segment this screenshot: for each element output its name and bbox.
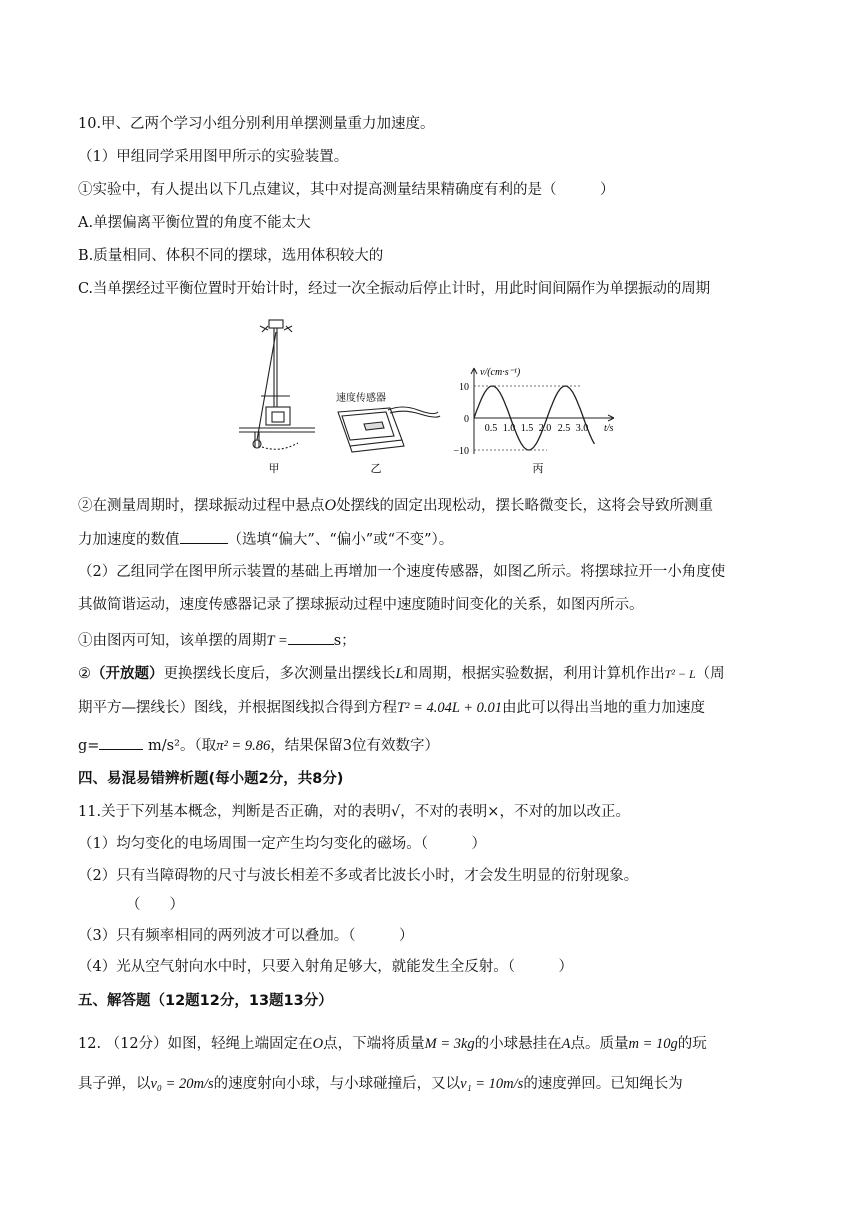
vt-ytick-10: 10: [459, 382, 469, 393]
q10-part1-q2-line2: 力加速度的数值 （选填“偏大”、“偏小”或“不变”）。: [78, 529, 453, 550]
section-4-title: 四、易混易错辨析题(每小题2分，共8分): [78, 771, 344, 787]
vt-xtick: 1.5: [520, 423, 534, 434]
q10-part2-q2-line1: ②（开放题）更换摆线长度后，多次测量出摆线长L和周期，根据实验数据，利用计算机作出T² − L（周: [78, 665, 725, 682]
vt-xlabel: t/s: [604, 423, 614, 434]
figure-label-yi: 乙: [370, 463, 382, 475]
q11-item-3: （3）只有频率相同的两列波才可以叠加。（ ）: [78, 928, 414, 944]
answer-blank-period[interactable]: [288, 630, 334, 645]
vt-xtick: 2.5: [557, 423, 571, 434]
q10-part2-line2: 其做简谐运动，速度传感器记录了摆球振动过程中速度随时间变化的关系，如图丙所示。: [78, 597, 644, 613]
q11-item-2: （2）只有当障碍物的尺寸与波长相差不多或者比波长小时，才会发生明显的衍射现象。: [78, 868, 639, 884]
open-question-tag: （开放题）: [91, 665, 164, 682]
q10-option-b: B.质量相同、体积不同的摆球，选用体积较大的: [78, 248, 384, 264]
q10-part2-line1: （2）乙组同学在图甲所示装置的基础上再增加一个速度传感器，如图乙所示。将摆球拉开一小角度使: [78, 564, 726, 580]
vt-ytick-neg10: −10: [453, 446, 469, 457]
q10-part2-q2-line3: g= m/s²。（取π² = 9.86，结果保留3位有效数字）: [78, 735, 439, 756]
vt-ytick-0: 0: [464, 414, 469, 425]
answer-blank-g-error[interactable]: [180, 529, 228, 544]
figure-label-bing: 丙: [532, 463, 544, 475]
figure-jia-apparatus: [239, 320, 315, 449]
q10-part2-q2-line2: 期平方—摆线长）图线，并根据图线拟合得到方程T² = 4.04L + 0.01由此可以得出当地的重力加速度: [78, 700, 706, 716]
answer-blank-gravity[interactable]: [99, 735, 143, 750]
vt-xtick: 3.0: [575, 423, 589, 434]
q10-stem: 10.甲、乙两个学习小组分别利用单摆测量重力加速度。: [78, 116, 435, 132]
q12-line2: 具子弹，以v₀ = 20m/s的速度射向小球，与小球碰撞后，又以v₁ = 10m/s的速度弹回。已知绳长为: [78, 1076, 683, 1092]
q11-item-2-bracket: （ ）: [126, 897, 184, 913]
q10-option-c: C.当单摆经过平衡位置时开始计时，经过一次全振动后停止计时，用此时间间隔作为单摆振动的周期: [78, 281, 710, 297]
vt-xtick: 2.0: [538, 423, 552, 434]
q10-part2-q1: ①由图丙可知，该单摆的周期T = s；: [78, 630, 356, 651]
vt-xtick: 0.5: [484, 423, 498, 434]
figure-yi-sensor: [338, 407, 440, 452]
q11-item-4: （4）光从空气射向水中时，只要入射角足够大，就能发生全反射。（ ）: [78, 959, 573, 975]
vt-graph: [453, 367, 614, 457]
q10-figure: [230, 312, 630, 480]
q10-part1-q1: ①实验中，有人提出以下几点建议，其中对提高测量结果精确度有利的是（ ）: [78, 182, 615, 198]
section-5-title: 五、解答题（12题12分，13题13分）: [78, 993, 333, 1009]
sensor-label: 速度传感器: [336, 393, 386, 404]
q10-part1-q2-line1: ②在测量周期时，摆球振动过程中悬点O处摆线的固定出现松动，摆长略微变长，这将会导致所测重: [78, 497, 714, 514]
q10-part1: （1）甲组同学采用图甲所示的实验装置。: [78, 149, 349, 165]
q11-item-1: （1）均匀变化的电场周围一定产生均匀变化的磁场。（ ）: [78, 836, 486, 852]
q11-stem: 11.关于下列基本概念，判断是否正确，对的表明√，不对的表明×，不对的加以改正。: [78, 804, 630, 820]
vt-ylabel: v/(cm·s⁻¹): [480, 367, 521, 378]
q12-line1: 12. （12分）如图，轻绳上端固定在O点，下端将质量M = 3kg的小球悬挂在A点。质量m = 10g的玩: [78, 1036, 707, 1052]
q10-option-a: A.单摆偏离平衡位置的角度不能太大: [78, 215, 311, 231]
vt-xtick: 1.0: [502, 423, 516, 434]
figure-label-jia: 甲: [268, 463, 280, 475]
